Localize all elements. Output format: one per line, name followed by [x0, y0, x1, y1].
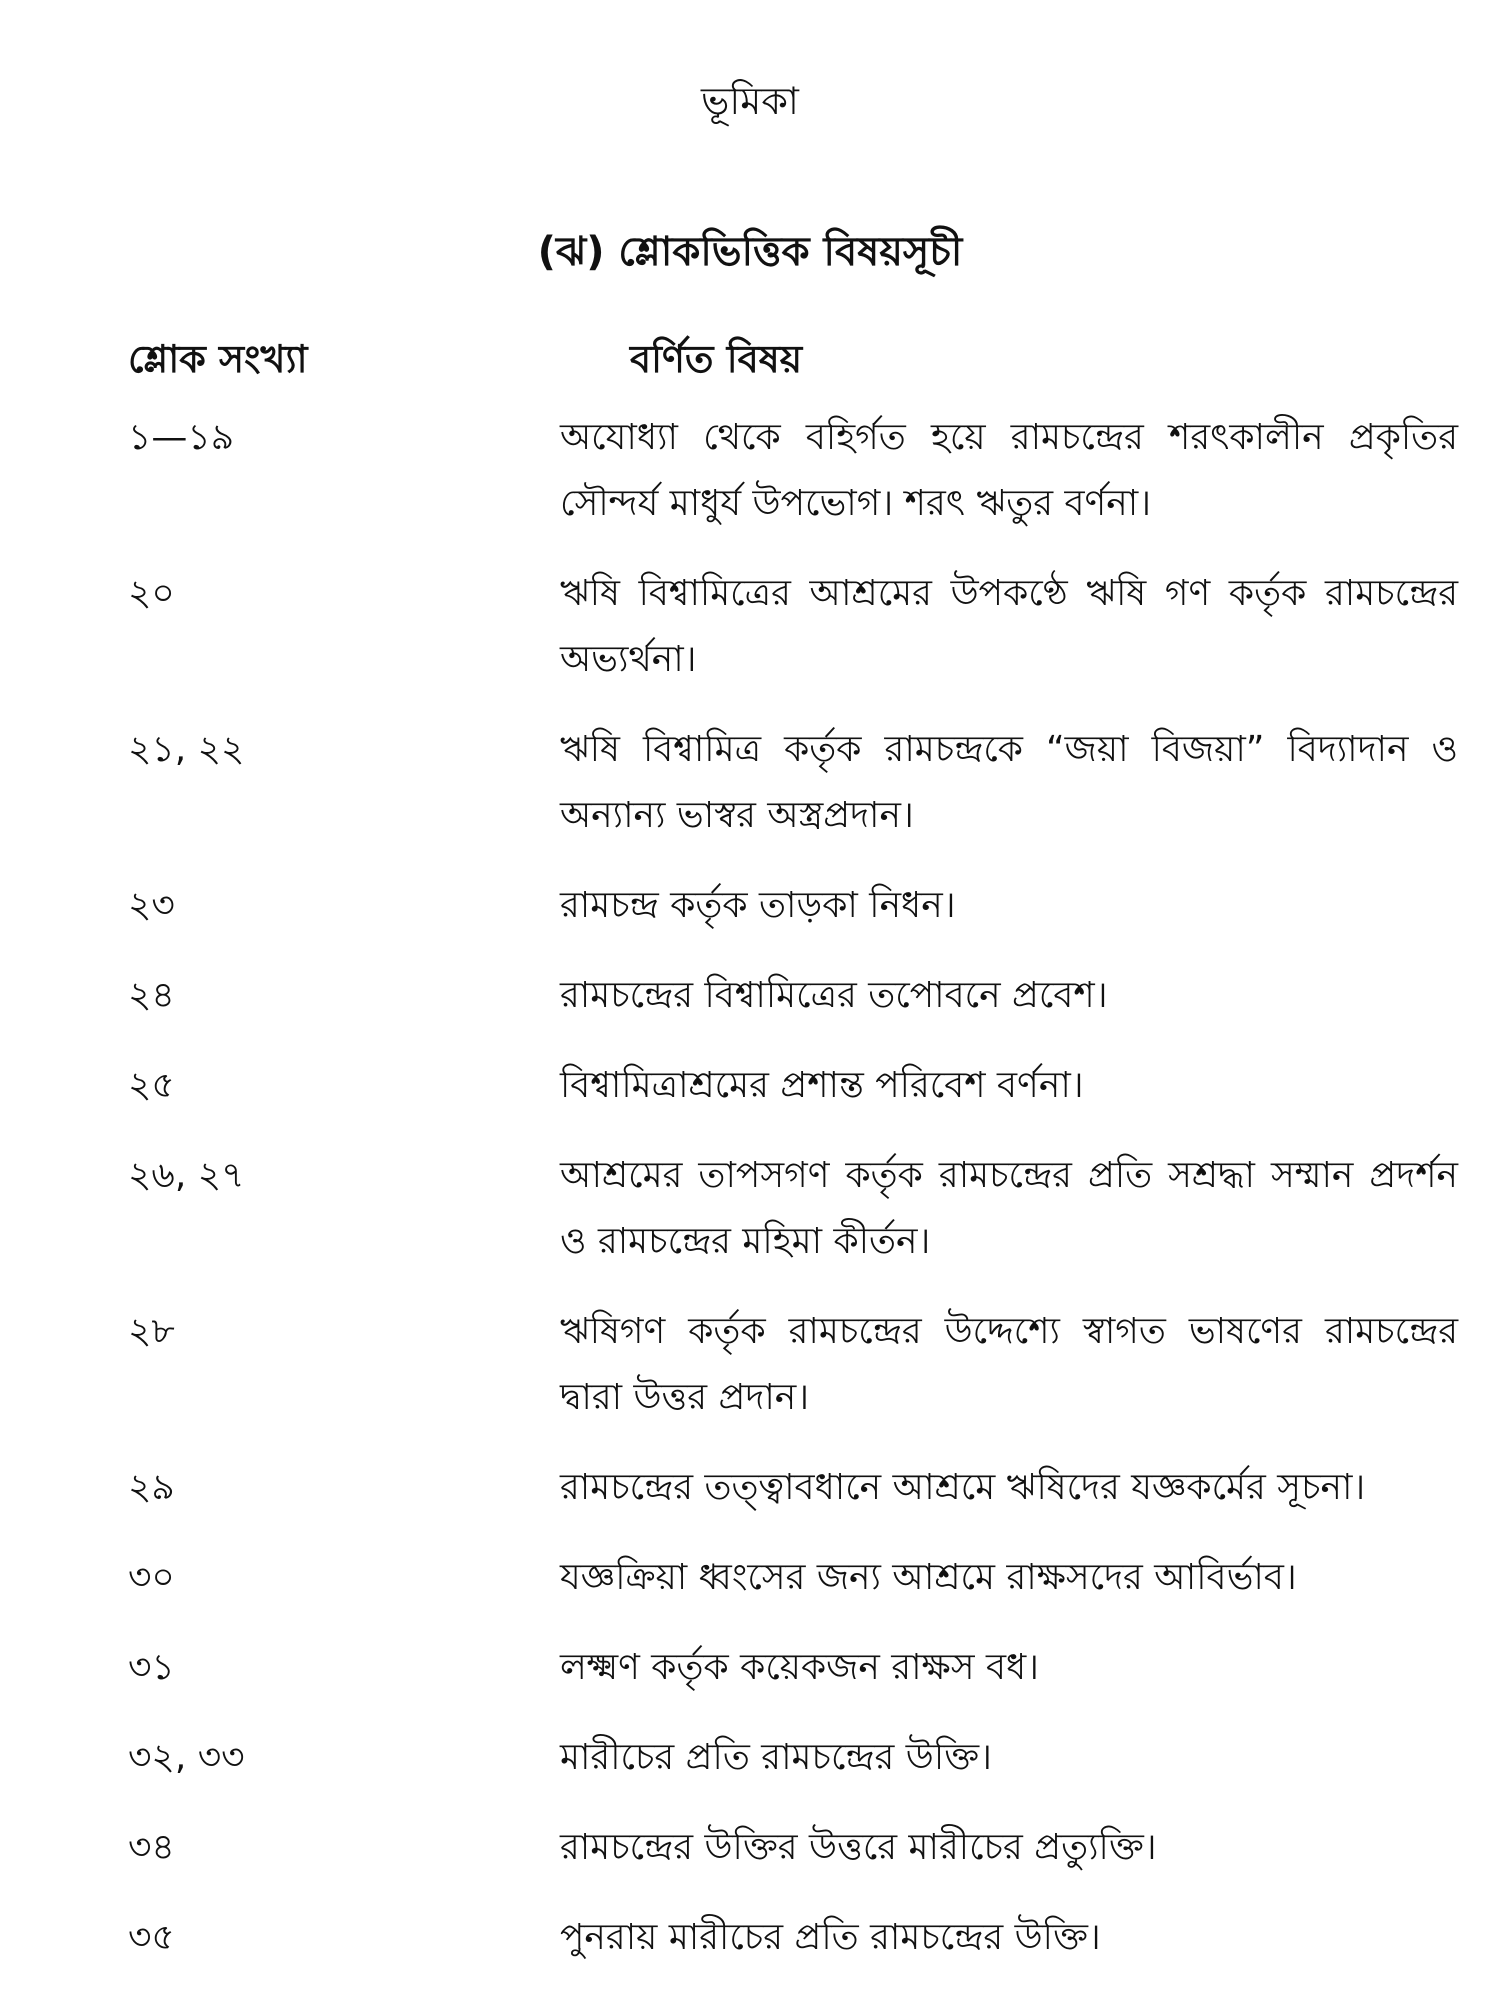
- table-row: [128, 873, 1458, 939]
- verse-number: ২৬, ২৭: [128, 1155, 245, 1196]
- verse-description: রামচন্দ্র কর্তৃক তাড়কা নিধন।: [560, 885, 956, 926]
- column-header-verse-number: শ্লোক সংখ্যা: [128, 337, 308, 381]
- table-row: [128, 1455, 1458, 1521]
- verse-number: ১—১৯: [128, 417, 235, 458]
- table-row: [128, 1143, 1458, 1275]
- verse-description: বিশ্বামিত্রাশ্রমের প্রশান্ত পরিবেশ বর্ণনা।: [560, 1065, 1084, 1106]
- column-header-subject: বর্ণিত বিষয়: [630, 337, 803, 381]
- verse-description: মারীচের প্রতি রামচন্দ্রের উক্তি।: [560, 1737, 992, 1778]
- verse-number: ৩০: [128, 1557, 175, 1598]
- verse-number: ২৮: [128, 1311, 175, 1352]
- verse-number: ৩৪: [128, 1827, 175, 1868]
- page-header: ভূমিকা: [701, 79, 799, 123]
- verse-description: পুনরায় মারীচের প্রতি রামচন্দ্রের উক্তি।: [560, 1917, 1101, 1958]
- table-row: [128, 561, 1458, 693]
- table-row: [128, 717, 1458, 849]
- table-row: [128, 1545, 1458, 1611]
- table-row: [128, 1725, 1458, 1791]
- verse-number: ৩৫: [128, 1917, 175, 1958]
- verse-number: ৩১: [128, 1647, 175, 1688]
- verse-description: রামচন্দ্রের উক্তির উত্তরে মারীচের প্রত্যুক্তি।: [560, 1827, 1157, 1868]
- verse-number: ২০: [128, 573, 175, 614]
- table-row: [128, 1815, 1458, 1881]
- verse-index-table: [128, 405, 1458, 1995]
- section-title: (ঝ) শ্লোকভিত্তিক বিষয়সূচী: [537, 229, 963, 275]
- verse-number: ২৩: [128, 885, 175, 926]
- verse-description: যজ্ঞক্রিয়া ধ্বংসের জন্য আশ্রমে রাক্ষসদের আবির্ভাব।: [560, 1557, 1297, 1598]
- verse-number: ২৪: [128, 975, 175, 1016]
- table-row: [128, 1905, 1458, 1971]
- table-row: [128, 1299, 1458, 1431]
- verse-description: রামচন্দ্রের বিশ্বামিত্রের তপোবনে প্রবেশ।: [560, 975, 1108, 1016]
- table-row: [128, 405, 1458, 537]
- table-row: [128, 963, 1458, 1029]
- verse-description: ঋষি বিশ্বামিত্র কর্তৃক রামচন্দ্রকে “জয়া বিজয়া” বিদ্যাদান ও অন্যান্য ভাস্বর অস্ত্রপ্রদান।: [560, 729, 1458, 836]
- verse-description: অযোধ্যা থেকে বহির্গত হয়ে রামচন্দ্রের শরৎকালীন প্রকৃতির সৌন্দর্য মাধুর্য উপভোগ। শরৎ ঋতুর বর্ণনা।: [560, 417, 1458, 524]
- verse-number: ২৫: [128, 1065, 175, 1106]
- verse-number: ২৯: [128, 1467, 175, 1508]
- verse-number: ৩২, ৩৩: [128, 1737, 245, 1778]
- verse-number: ২১, ২২: [128, 729, 245, 770]
- verse-description: রামচন্দ্রের তত্ত্বাবধানে আশ্রমে ঋষিদের যজ্ঞকর্মের সূচনা।: [560, 1467, 1366, 1508]
- verse-description: লক্ষ্মণ কর্তৃক কয়েকজন রাক্ষস বধ।: [560, 1647, 1040, 1688]
- verse-description: আশ্রমের তাপসগণ কর্তৃক রামচন্দ্রের প্রতি সশ্রদ্ধা সম্মান প্রদর্শন ও রামচন্দ্রের মহিমা কীর্তন।: [560, 1155, 1458, 1262]
- table-row: [128, 1635, 1458, 1701]
- table-row: [128, 1053, 1458, 1119]
- verse-description: ঋষি বিশ্বামিত্রের আশ্রমের উপকণ্ঠে ঋষি গণ কর্তৃক রামচন্দ্রের অভ্যর্থনা।: [560, 573, 1458, 680]
- verse-description: ঋষিগণ কর্তৃক রামচন্দ্রের উদ্দেশ্যে স্বাগত ভাষণের রামচন্দ্রের দ্বারা উত্তর প্রদান।: [560, 1311, 1458, 1418]
